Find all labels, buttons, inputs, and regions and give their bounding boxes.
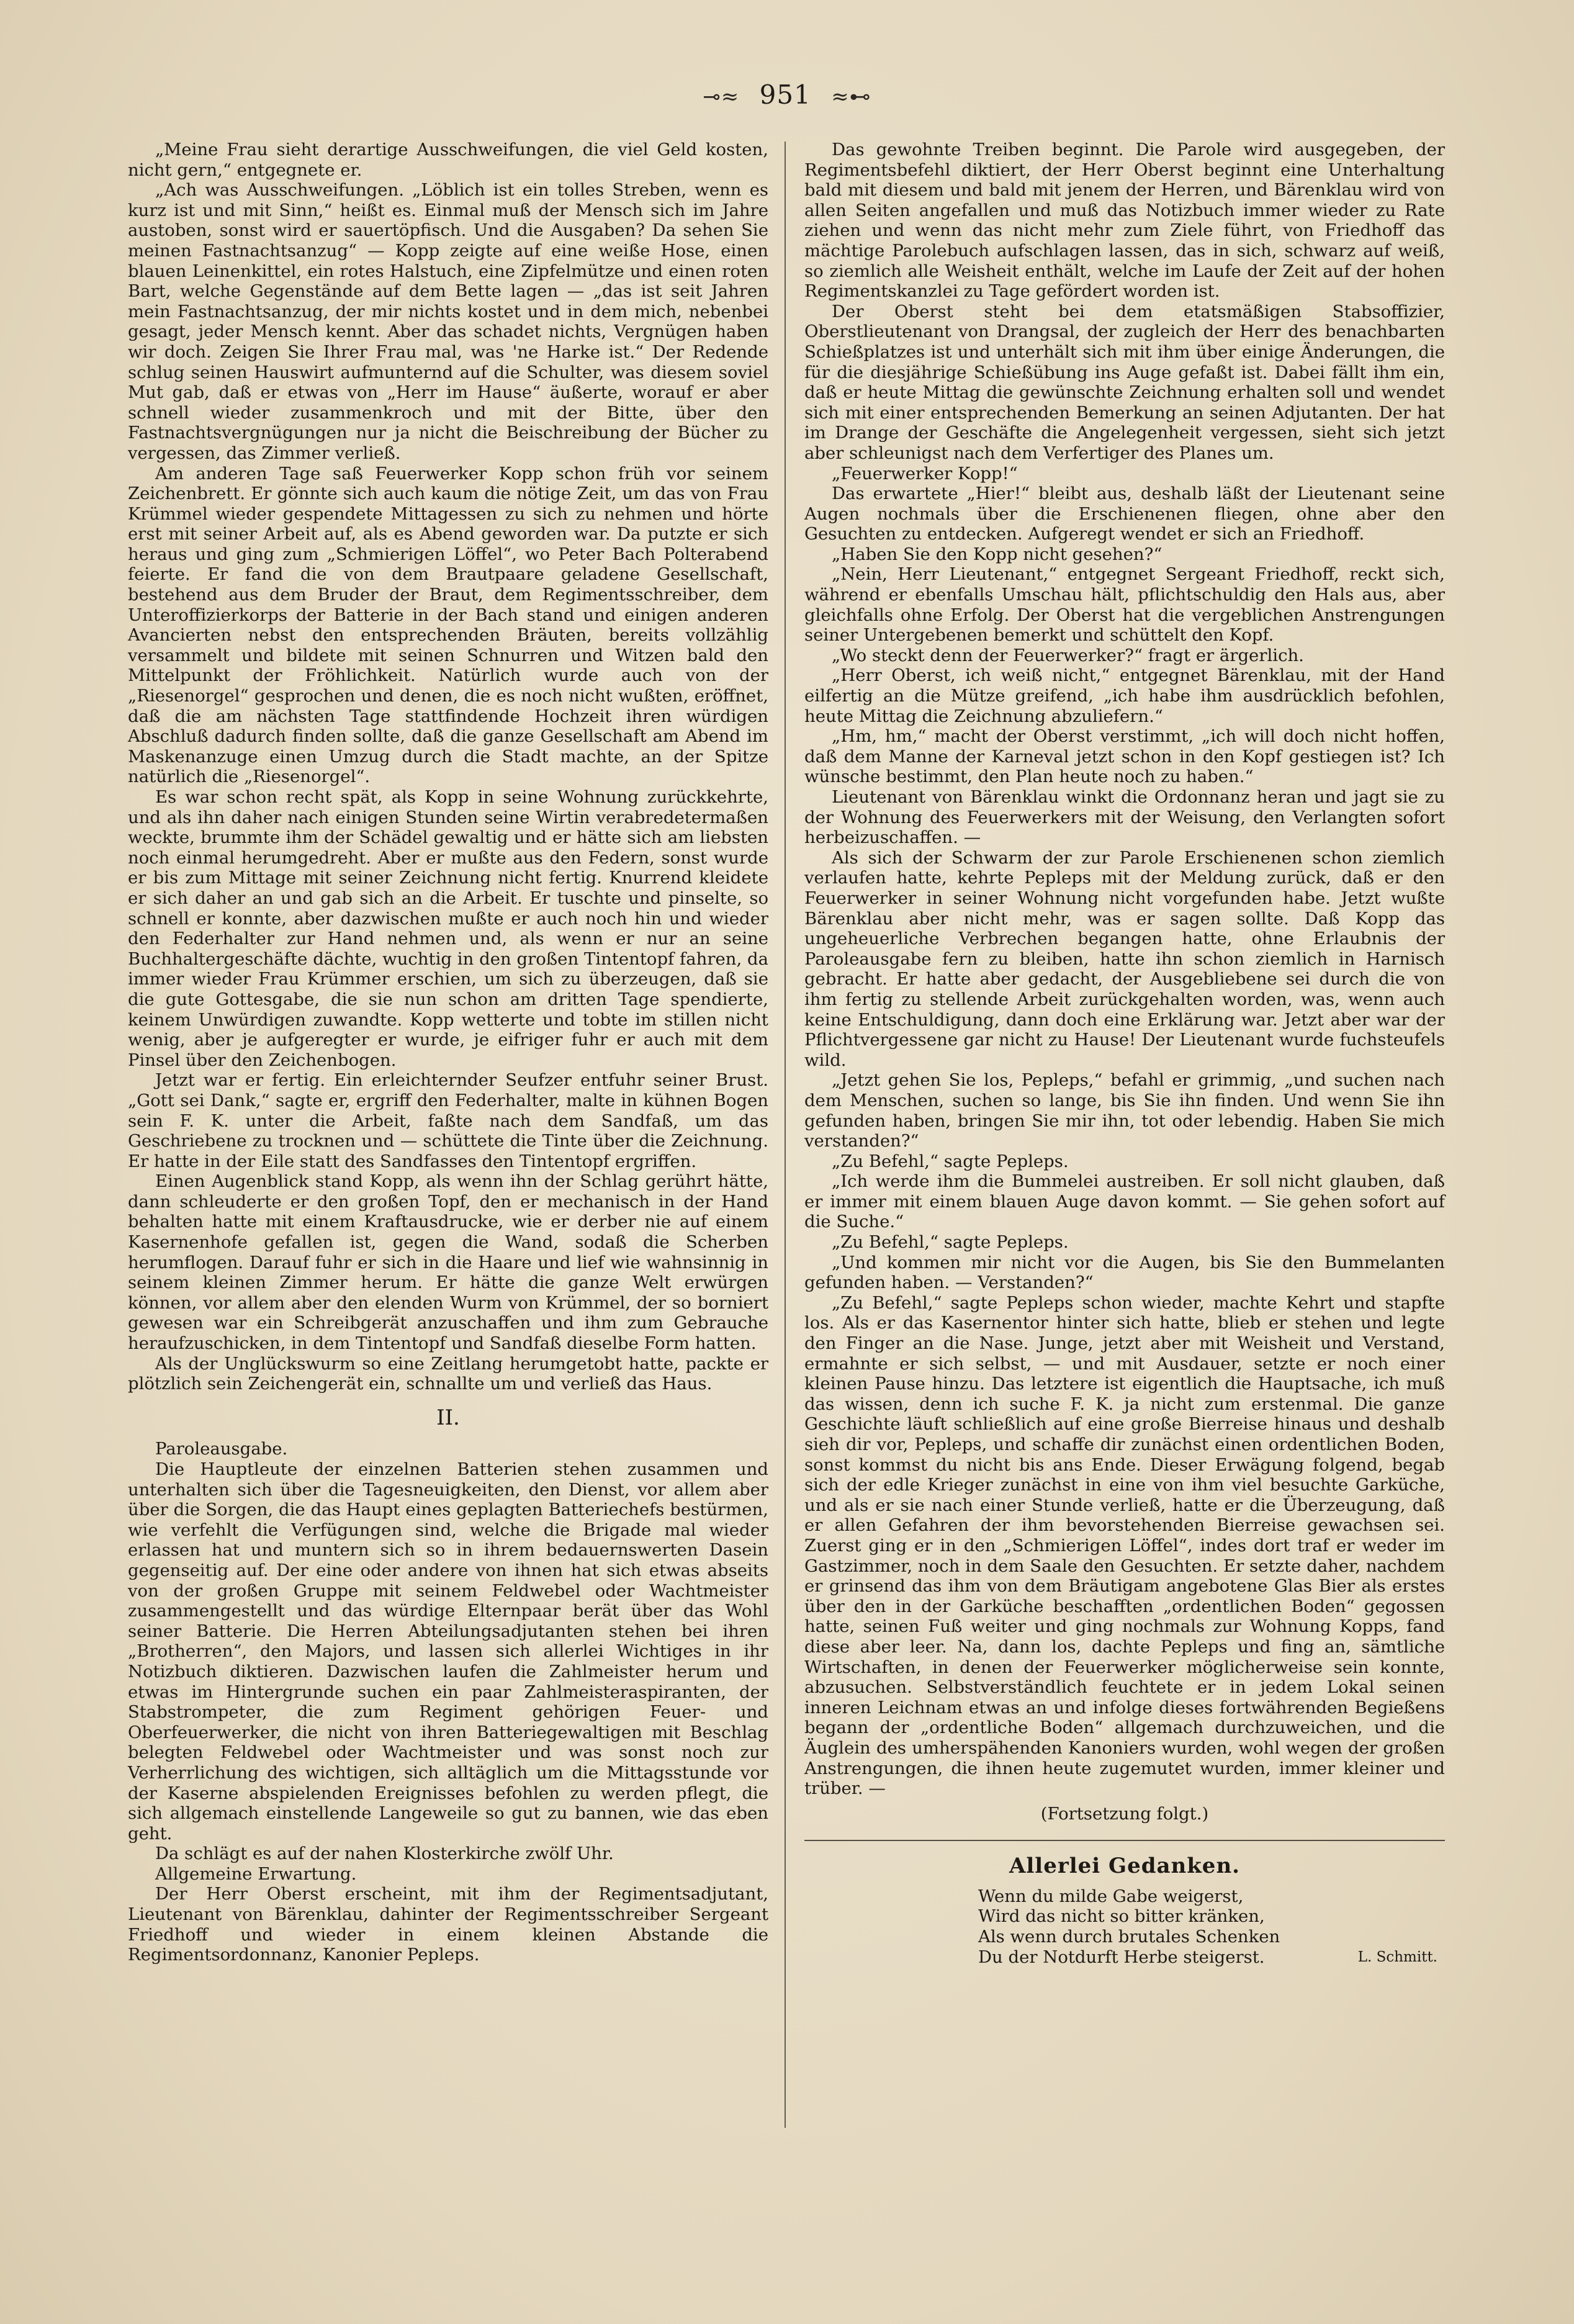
column-divider [785, 142, 786, 2128]
poem [978, 1886, 1437, 1967]
paragraph: Das erwartete „Hier!“ bleibt aus, deshalb läßt der Lieutenant seine Augen nochmals über die Erschienenen fliegen, ohne aber den Gesuchten zu entdecken. Aufgeregt wendet er sich an Friedhoff. [804, 484, 1445, 544]
paragraph: Am anderen Tage saß Feuerwerker Kopp schon früh vor seinem Zeichenbrett. Er gönnte sich auch kaum die nötige Zeit, um das von Frau Krümmel wieder gespendete Mittagessen zu sich zu nehmen und hörte erst mit seiner Arbeit auf, als es Abend geworden war. Da putzte er sich heraus und ging zum „Schmierigen Löffel“, wo Peter Bach Polterabend feierte. Er fand die von dem Brautpaare geladene Gesellschaft, bestehend aus dem Bruder der Braut, dem Regimentsschreiber, dem Unteroffizierkorps der Batterie in der Bach stand und einigen anderen Avancierten nebst den entsprechenden Bräuten, bereits vollzählig versammelt und bildete mit seinen Schnurren und Witzen bald den Mittelpunkt der Fröhlichkeit. Natürlich wurde auch von der „Riesenorgel“ gesprochen und denen, die es noch nicht wußten, eröffnet, daß die am nächsten Tage stattfindende Hochzeit ihren würdigen Abschluß dadurch finden sollte, daß die ganze Gesellschaft am Abend im Maskenanzuge einen Umzug durch die Stadt machte, an der Spitze natürlich die „Riesenorgel“. [128, 463, 768, 787]
paragraph: Der Oberst steht bei dem etatsmäßigen Stabsoffizier, Oberstlieutenant von Drangsal, der zugleich der Herr des benachbarten Schießplatzes ist und unterhält sich mit ihm über einige Änderungen, die für die diesjährige Schießübung ins Auge gefaßt ist. Dabei fällt ihm ein, daß er heute Mittag die gewünschte Zeichnung erhalten soll und wendet sich mit einer entsprechenden Bemerkung an seinen Adjutanten. Der hat im Drange der Geschäfte die Angelegenheit vergessen, sieht sich jetzt aber schleunigst nach dem Verfertiger des Planes um. [804, 301, 1445, 463]
right-column [804, 140, 1445, 1967]
paragraph: „Ach was Ausschweifungen. „Löblich ist ein tolles Streben, wenn es kurz ist und mit Sinn,“ heißt es. Einmal muß der Mensch sich im Jahre austoben, sonst wird er sauertöpfisch. Und die Ausgaben? Da sehen Sie meinen Fastnachtsanzug“ — Kopp zeigte auf eine weiße Hose, einen blauen Leinenkittel, ein rotes Halstuch, eine Zipfelmütze und einen roten Bart, welche Gegenstände auf dem Bette lagen — „das ist seit Jahren mein Fastnachtsanzug, der mir nichts kostet und in dem mich, nebenbei gesagt, jeder Mensch kennt. Aber das schadet nichts, Vergnügen haben wir doch. Zeigen Sie Ihrer Frau mal, was 'ne Harke ist.“ Der Redende schlug seinen Hauswirt aufmunternd auf die Schulter, was diesem soviel Mut gab, daß er etwas von „Herr im Hause“ äußerte, worauf er aber schnell wieder zusammenkroch und mit der Bitte, über den Fastnachtsvergnügungen nur ja nicht die Beischreibung der Bücher zu vergessen, das Zimmer verließ. [128, 180, 768, 463]
paragraph: „Zu Befehl,“ sagte Pepleps schon wieder, machte Kehrt und stapfte los. Als er das Kasernentor hinter sich hatte, blieb er stehen und legte den Finger an die Nase. Junge, jetzt aber mit Weisheit und Verstand, ermahnte er sich selbst, — und mit Ausdauer, setzte er noch einer kleinen Pause hinzu. Das letztere ist eigentlich die Hauptsache, ich muß das wissen, denn ich suche F. K. ja nicht zum erstenmal. Die ganze Geschichte läuft schließlich auf eine große Bierreise hinaus und deshalb sieh dir vor, Pepleps, und schaffe dir zunächst einen ordentlichen Boden, sonst kommst du nicht bis ans Ende. Dieser Erwägung folgend, begab sich der edle Krieger zunächst in eine von ihm viel besuchte Garküche, und als er sie nach einer Stunde verließ, hatte er die Überzeugung, daß er allen Gefahren der ihm bevorstehenden Bierreise gewachsen sei. Zuerst ging er in den „Schmierigen Löffel“, indes dort traf er weder im Gastzimmer, noch in dem Saale den Gesuchten. Er setzte daher, nachdem er grinsend das ihm von dem Bräutigam angebotene Glas Bier als erstes über den in der Garküche beschafften „ordentlichen Boden“ gegossen hatte, seinen Fuß weiter und ging nochmals zur Wohnung Kopps, fand diese aber leer. Na, dann los, dachte Pepleps und fing an, sämtliche Wirtschaften, in denen der Feuerwerker möglicherweise sein konnte, abzusuchen. Selbstverständlich feuchtete er in jedem Lokal seinen inneren Leichnam etwas an und infolge dieses fortwährenden Begießens begann der „ordentliche Boden“ allgemach durchzuweichen, und die Äuglein des umherspähenden Kanoniers wurden, wohl wegen der großen Anstrengungen, die ihnen heute zugemutet wurden, immer kleiner und trüber. — [804, 1292, 1445, 1799]
paragraph: „Zu Befehl,“ sagte Pepleps. [832, 1232, 1069, 1253]
paragraph: „Feuerwerker Kopp!“ [832, 463, 1018, 484]
paragraph: „Wo steckt denn der Feuerwerker?“ fragt er ärgerlich. [832, 645, 1304, 665]
paragraph: Einen Augenblick stand Kopp, als wenn ihn der Schlag gerührt hätte, dann schleuderte er den großen Topf, den er mechanisch in der Hand behalten hatte mit einem Kraftausdrucke, wie er derber nie auf einem Kasernenhofe gefallen ist, gegen die Wand, sodaß die Scherben herumflogen. Darauf fuhr er sich in die Haare und lief wie wahnsinnig in seinem kleinen Zimmer herum. Er hätte die ganze Welt erwürgen können, vor allem aber den elenden Wurm von Krümmel, der so borniert gewesen war ein Schreibgerät anzuschaffen und ihm zum Gebrauche heraufzuschicken, in dem Tintentopf und Sandfaß dieselbe Form hatten. [128, 1171, 768, 1354]
left-column [128, 140, 768, 1965]
ornament-left: ⊸≈ [703, 84, 740, 109]
section-heading: II. [436, 1405, 460, 1430]
section-rule [804, 1840, 1445, 1841]
paragraph: „Und kommen mir nicht vor die Augen, bis Sie den Bummelanten gefunden haben. — Verstanden?“ [804, 1252, 1445, 1293]
paragraph: „Hm, hm,“ macht der Oberst verstimmt, „ich will doch nicht hoffen, daß dem Manne der Karneval jetzt schon in den Kopf gestiegen ist? Ich wünsche bestimmt, den Plan heute noch zu haben.“ [804, 726, 1445, 787]
paragraph: Es war schon recht spät, als Kopp in seine Wohnung zurückkehrte, und als ihn daher nach einigen Stunden seine Wirtin verabredetermaßen weckte, brummte ihm der Schädel gewaltig und er hätte sich am liebsten noch einmal herumgedreht. Aber er mußte aus den Federn, sonst wurde er bis zum Mittage mit seiner Zeichnung nicht fertig. Knurrend kleidete er sich daher an und gab sich an die Arbeit. Er tuschte und pinselte, so schnell er konnte, aber dazwischen mußte er auch noch hin und wieder den Federhalter zur Hand nehmen und, als wenn er nur an seine Buchhaltergeschäfte dächte, wuchtig in den großen Tintentopf fahren, da immer wieder Frau Krümmer erschien, um sich zu überzeugen, daß sie die gute Gottesgabe, die sie nun schon am dritten Tage spendierte, keinem Unwürdigen zuwandte. Kopp wetterte und tobte im stillen nicht wenig, aber je aufgeregter er wurde, je eifriger fuhr er auch mit dem Pinsel über den Zeichenbogen. [128, 787, 768, 1070]
page-header [0, 79, 1574, 110]
ornament-right: ≈⊷ [831, 84, 871, 109]
paragraph: Da schlägt es auf der nahen Klosterkirche zwölf Uhr. [155, 1844, 614, 1864]
page-number: 951 [759, 79, 811, 110]
poem-line: Du der Notdurft Herbe steigerst. [978, 1947, 1265, 1967]
paragraph: „Nein, Herr Lieutenant,“ entgegnet Sergeant Friedhoff, reckt sich, während er ebenfalls Umschau hält, pflichtschuldig den Hals aus, aber gleichfalls ohne Erfolg. Der Oberst hat die vergeblichen Anstrengungen seiner Untergebenen bemerkt und schüttelt den Kopf. [804, 564, 1445, 646]
poem-author: L. Schmitt. [1357, 1948, 1437, 1965]
paragraph: Jetzt war er fertig. Ein erleichternder Seufzer entfuhr seiner Brust. „Gott sei Dank,“ sagte er, ergriff den Federhalter, malte in kühnen Bogen sein F. K. unter die Arbeit, faßte nach dem Sandfaß, um das Geschriebene zu trocknen und — schüttete die Tinte über die Zeichnung. Er hatte in der Eile statt des Sandfasses den Tintentopf ergriffen. [128, 1070, 768, 1171]
poem-line: Wird das nicht so bitter kränken, [978, 1906, 1265, 1927]
paragraph: „Ich werde ihm die Bummelei austreiben. Er soll nicht glauben, daß er immer mit einem blauen Auge davon kommt. — Sie gehen sofort auf die Suche.“ [804, 1171, 1445, 1232]
paragraph: Als sich der Schwarm der zur Parole Erschienenen schon ziemlich verlaufen hatte, kehrte Pepleps mit der Meldung zurück, daß er den Feuerwerker in seiner Wohnung nicht vorgefunden habe. Jetzt wußte Bärenklau aber nicht mehr, was er sagen sollte. Daß Kopp das ungeheuerliche Verbrechen begangen hatte, ohne Erlaubnis der Paroleausgabe fern zu bleiben, hatte ihn schon ziemlich in Harnisch gebracht. Er hatte aber gedacht, der Ausgebliebene sei durch die von ihm fertig zu stellende Arbeit zurückgehalten worden, was, wenn auch keine Entschuldigung, dann doch eine Erklärung war. Jetzt aber war der Pflichtvergessene gar nicht zu Hause! Der Lieutenant wurde fuchsteufels wild. [804, 847, 1445, 1070]
paragraph: Als der Unglückswurm so eine Zeitlang herumgetobt hatte, packte er plötzlich sein Zeichengerät ein, schnallte um und verließ das Haus. [128, 1353, 768, 1394]
poem-line: Als wenn durch brutales Schenken [978, 1927, 1280, 1947]
poem-last-line-row [978, 1947, 1437, 1968]
poem-title: Allerlei Gedanken. [1009, 1853, 1240, 1879]
paragraph: Allgemeine Erwartung. [155, 1863, 357, 1884]
paragraph: Lieutenant von Bärenklau winkt die Ordonnanz heran und jagt sie zu der Wohnung des Feuerwerkers mit der Weisung, den Verlangten sofort herbeizuschaffen. — [804, 787, 1445, 848]
paragraph: „Herr Oberst, ich weiß nicht,“ entgegnet Bärenklau, mit der Hand eilfertig an die Mütze greifend, „ich habe ihm ausdrücklich befohlen, heute Mittag die Zeichnung abzuliefern.“ [804, 665, 1445, 726]
paragraph: „Meine Frau sieht derartige Ausschweifungen, die viel Geld kosten, nicht gern,“ entgegnete er. [128, 140, 768, 180]
paragraph: „Haben Sie den Kopp nicht gesehen?“ [832, 544, 1163, 564]
paragraph: Das gewohnte Treiben beginnt. Die Parole wird ausgegeben, der Regimentsbefehl diktiert, der Herr Oberst beginnt eine Unterhaltung bald mit diesem und bald mit jenem der Herren, und Bärenklau wird von allen Seiten angefallen und muß das Notizbuch immer wieder zu Rate ziehen und wenn das nicht mehr zum Ziele führt, von Friedhoff das mächtige Parolebuch aufschlagen lassen, das in sich, schwarz auf weiß, so ziemlich alle Weisheit enthält, welche im Laufe der Zeit auf der hohen Regimentskanzlei zu Tage gefördert worden ist. [804, 140, 1445, 302]
poem-line: Wenn du milde Gabe weigerst, [978, 1886, 1244, 1906]
continuation-note: (Fortsetzung folgt.) [1040, 1803, 1209, 1824]
paragraph: Die Hauptleute der einzelnen Batterien stehen zusammen und unterhalten sich über die Tagesneuigkeiten, den Dienst, vor allem aber über die Sorgen, die das Haupt eines geplagten Batteriechefs bestürmen, wie verfehlt die Verfügungen sind, welche die Brigade mal wieder erlassen hat und muntern sich so in ihrem bedauernswerten Dasein gegenseitig auf. Der eine oder andere von ihnen hat sich etwas abseits von der großen Gruppe mit seinem Feldwebel oder Wachtmeister zusammengestellt und das würdige Elternpaar berät über das Wohl seiner Batterie. Die Herren Abteilungsadjutanten stehen bei ihren „Brotherren“, den Majors, und lassen sich allerlei Wichtiges in ihr Notizbuch diktieren. Dazwischen laufen die Zahlmeister herum und etwas im Hintergrunde suchen ein paar Zahlmeisteraspiranten, der Stabstrompeter, die zum Regiment gehörigen Feuer- und Oberfeuerwerker, die nicht von ihren Batteriegewaltigen mit Beschlag belegten Feldwebel oder Wachtmeister und was sonst noch zur Verherrlichung des wichtigen, sich alltäglich um die Mittagsstunde vor der Kaserne abspielenden Ereignisses befohlen zu werden pflegt, die sich allgemach einstellende Langeweile so gut zu bannen, wie das eben geht. [128, 1459, 768, 1844]
paragraph: „Jetzt gehen Sie los, Pepleps,“ befahl er grimmig, „und suchen nach dem Menschen, suchen so lange, bis Sie ihn finden. Und wenn Sie ihn gefunden haben, bringen Sie mir ihn, tot oder lebendig. Haben Sie mich verstanden?“ [804, 1070, 1445, 1151]
paragraph: Paroleausgabe. [155, 1439, 288, 1459]
paragraph: „Zu Befehl,“ sagte Pepleps. [832, 1151, 1069, 1171]
paragraph: Der Herr Oberst erscheint, mit ihm der Regimentsadjutant, Lieutenant von Bärenklau, dahinter der Regimentsschreiber Sergeant Friedhoff und wieder in einem kleinen Abstande die Regimentsordonnanz, Kanonier Pepleps. [128, 1884, 768, 1965]
